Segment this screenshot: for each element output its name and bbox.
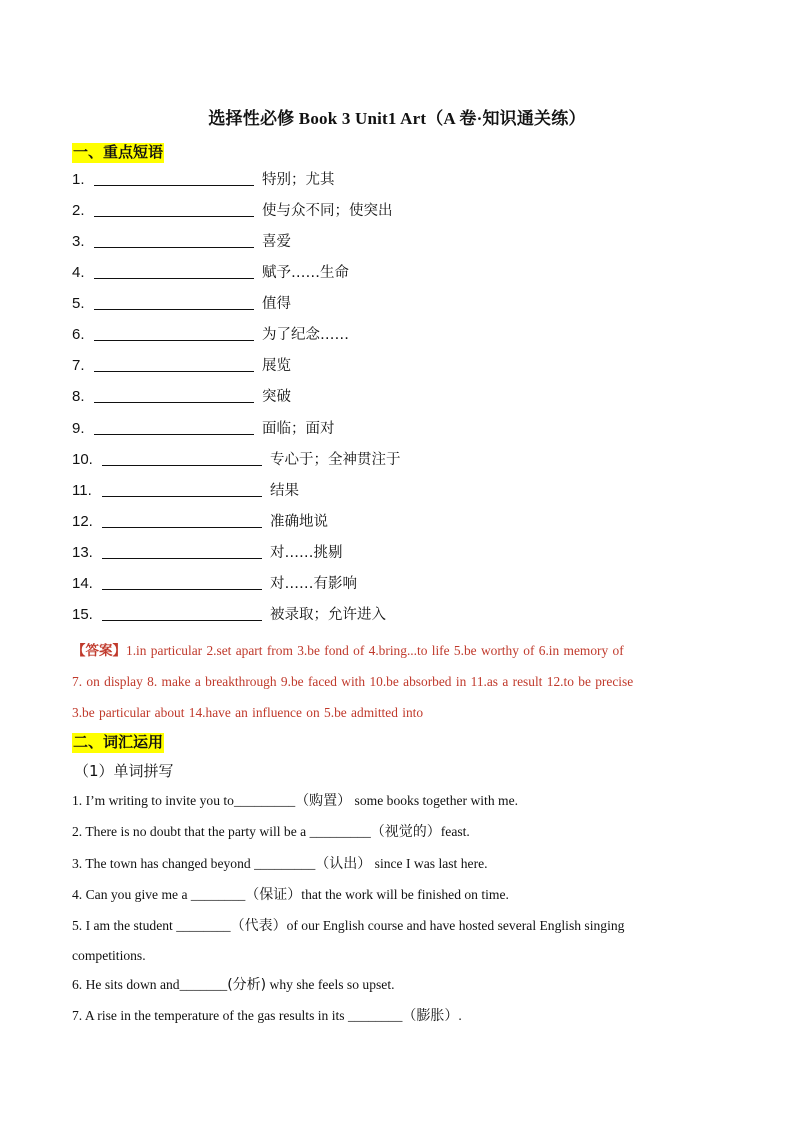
- hint-text: （购置）: [295, 793, 352, 809]
- question-text: since I was last here.: [371, 856, 488, 871]
- question-text: some books together with me.: [351, 793, 519, 808]
- question-line: [72, 975, 395, 995]
- question-line: [72, 916, 624, 936]
- question-line: [72, 822, 470, 842]
- item-meaning: 准确地说: [270, 514, 328, 530]
- item-number: 11.: [72, 482, 92, 499]
- question-text: why she feels so upset.: [266, 977, 395, 992]
- item-number: 10.: [72, 451, 93, 468]
- item-number: 5.: [72, 295, 85, 312]
- item-meaning: 赋予……生命: [262, 265, 349, 281]
- item-meaning: 面临；面对: [262, 421, 335, 437]
- item-number: 3.: [72, 233, 85, 250]
- item-meaning: 值得: [262, 296, 291, 312]
- answer-blank: [102, 513, 262, 528]
- question-text: of our English course and have hosted several English singing: [286, 918, 625, 933]
- answer-blank: _________: [233, 793, 296, 808]
- answer-blank: ________: [176, 918, 231, 933]
- question-text: 3. The town has changed beyond: [72, 856, 255, 871]
- question-text: 5. I am the student: [72, 918, 177, 933]
- item-number: 8.: [72, 388, 85, 405]
- question-text: competitions.: [72, 948, 146, 963]
- question-text: feast.: [440, 824, 470, 839]
- answer-line: 3.be particular about 14.have an influence on 5.be admitted into: [72, 705, 424, 720]
- question-text: 2. There is no doubt that the party will be a: [72, 824, 310, 839]
- item-meaning: 特别；尤其: [262, 172, 335, 188]
- item-number: 2.: [72, 202, 85, 219]
- item-meaning: 为了纪念……: [262, 327, 349, 343]
- phrase-item: [72, 200, 393, 221]
- answer-blank: [102, 451, 262, 466]
- phrase-item: [72, 542, 343, 563]
- question-text: .: [458, 1008, 462, 1023]
- answer-blank: [94, 295, 254, 310]
- phrase-item: [72, 293, 291, 314]
- item-meaning: 专心于；全神贯注于: [270, 452, 401, 468]
- answer-blank: [94, 264, 254, 279]
- answer-blank: [102, 544, 262, 559]
- question-line: [72, 1006, 462, 1026]
- hint-text: (分析): [227, 977, 267, 993]
- answer-blank: [94, 388, 254, 403]
- item-number: 12.: [72, 513, 93, 530]
- phrase-item: [72, 324, 349, 345]
- phrase-item: [72, 231, 291, 252]
- answer-blank: [94, 202, 254, 217]
- item-number: 14.: [72, 575, 93, 592]
- phrase-item: [72, 386, 291, 407]
- question-text: 4. Can you give me a: [72, 887, 191, 902]
- answer-blank: _________: [309, 824, 371, 839]
- hint-text: （视觉的）: [370, 824, 441, 840]
- item-meaning: 突破: [262, 389, 291, 405]
- section-heading-phrases: 一、重点短语: [73, 145, 164, 161]
- item-meaning: 被录取；允许进入: [270, 607, 386, 623]
- phrase-item: [72, 449, 401, 470]
- item-meaning: 使与众不同；使突出: [262, 203, 393, 219]
- phrase-item: [72, 355, 291, 376]
- phrase-item: [72, 418, 335, 439]
- hint-text: （认出）: [315, 856, 372, 872]
- question-text: that the work will be finished on time.: [301, 887, 509, 902]
- phrase-item: [72, 573, 357, 594]
- hint-text: （保证）: [245, 887, 302, 903]
- answer-blank: [94, 233, 254, 248]
- phrase-item: [72, 262, 349, 283]
- question-text: 1. I’m writing to invite you to: [72, 793, 234, 808]
- item-number: 13.: [72, 544, 93, 561]
- phrase-item: [72, 604, 386, 625]
- answer-text: 1.in particular 2.set apart from 3.be fond of 4.bring...to life 5.be worthy of 6.in memory of: [126, 643, 624, 658]
- phrase-item: [72, 511, 328, 532]
- hint-text: （代表）: [230, 918, 287, 934]
- section-heading-vocabulary: 二、词汇运用: [73, 735, 164, 751]
- answer-blank: [94, 357, 254, 372]
- item-number: 15.: [72, 606, 93, 623]
- hint-text: （膨胀）: [402, 1008, 459, 1024]
- phrase-item: [72, 480, 299, 501]
- answer-blank: [94, 326, 254, 341]
- answer-blank: ________: [190, 887, 246, 902]
- question-text: 6. He sits down and: [72, 977, 180, 992]
- item-meaning: 展览: [262, 358, 291, 374]
- question-line: [72, 885, 509, 905]
- item-meaning: 喜爱: [262, 234, 291, 250]
- subsection-heading: （1）单词拼写: [74, 762, 174, 780]
- question-line: [72, 854, 488, 874]
- item-meaning: 结果: [270, 483, 299, 499]
- answer-tag: 【答案】: [72, 643, 126, 659]
- question-text: 7. A rise in the temperature of the gas results in its: [72, 1008, 348, 1023]
- item-meaning: 对……挑剔: [270, 545, 343, 561]
- answer-blank: [102, 575, 262, 590]
- item-number: 9.: [72, 420, 85, 437]
- question-line: [72, 946, 146, 966]
- answer-blank: ________: [347, 1008, 403, 1023]
- item-number: 6.: [72, 326, 85, 343]
- item-meaning: 对……有影响: [270, 576, 357, 592]
- answer-line: 7. on display 8. make a breakthrough 9.be faced with 10.be absorbed in 11.as a result 12.to be precise: [72, 674, 634, 689]
- answer-blank: _________: [254, 856, 316, 871]
- item-number: 4.: [72, 264, 85, 281]
- answer-blank: _______: [179, 977, 228, 992]
- question-line: [72, 791, 518, 811]
- answer-blank: [102, 606, 262, 621]
- answer-blank: [102, 482, 262, 497]
- item-number: 1.: [72, 171, 85, 188]
- answer-blank: [94, 420, 254, 435]
- page-title: 选择性必修 Book 3 Unit1 Art（A 卷·知识通关练）: [208, 109, 586, 128]
- answer-line: [72, 641, 732, 661]
- phrase-item: [72, 169, 335, 190]
- answer-blank: [94, 171, 254, 186]
- item-number: 7.: [72, 357, 85, 374]
